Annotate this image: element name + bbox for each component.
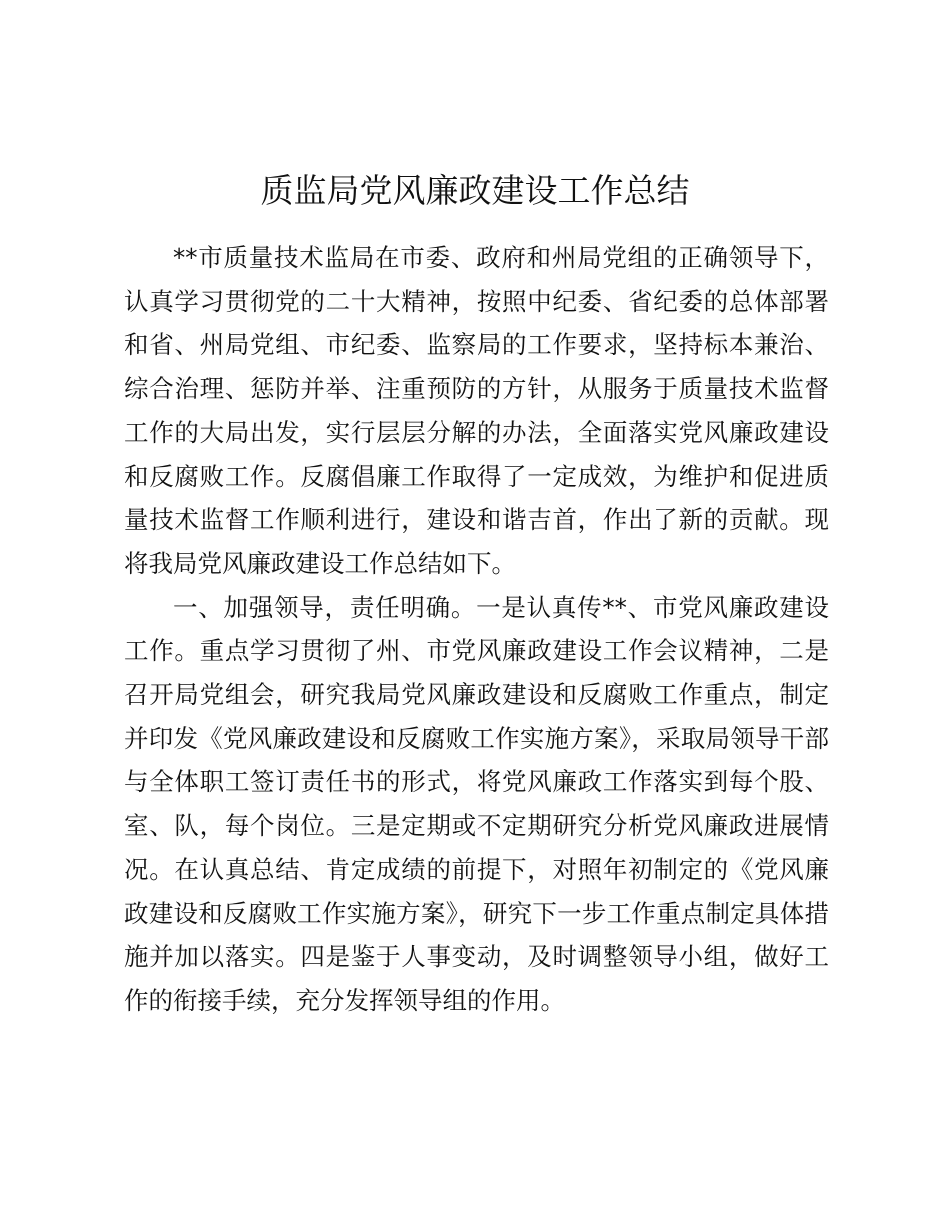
document-title: 质监局党风廉政建设工作总结 xyxy=(260,171,690,210)
paragraph-intro: **市质量技术监局在市委、政府和州局党组的正确领导下，认真学习贯彻党的二十大精神，按照中纪委、省纪委的总体部署和省、州局党组、市纪委、监察局的工作要求，坚持标本兼治、综合治理、惩防并举、注重预防的方针，从服务于质量技术监督工作的大局出发，实行层层分解的办法，全面落实党风廉政建设和反腐败工作。反腐倡廉工作取得了一定成效，为维护和促进质量技术监督工作顺利进行，建设和谐吉首，作出了新的贡献。现将我局党风廉政建设工作总结如下。 xyxy=(124,243,829,578)
paragraph-section-one: 一、加强领导，责任明确。一是认真传**、市党风廉政建设工作。重点学习贯彻了州、市党风廉政建设工作会议精神，二是召开局党组会，研究我局党风廉政建设和反腐败工作重点，制定并印发《党风廉政建设和反腐败工作实施方案》，采取局领导干部与全体职工签订责任书的形式，将党风廉政工作落实到每个股、室、队，每个岗位。三是定期或不定期研究分析党风廉政进展情况。在认真总结、肯定成绩的前提下，对照年初制定的《党风廉政建设和反腐败工作实施方案》，研究下一步工作重点制定具体措施并加以落实。四是鉴于人事变动，及时调整领导小组，做好工作的衔接手续，充分发挥领导组的作用。 xyxy=(124,592,829,1015)
document-body xyxy=(124,236,829,1023)
